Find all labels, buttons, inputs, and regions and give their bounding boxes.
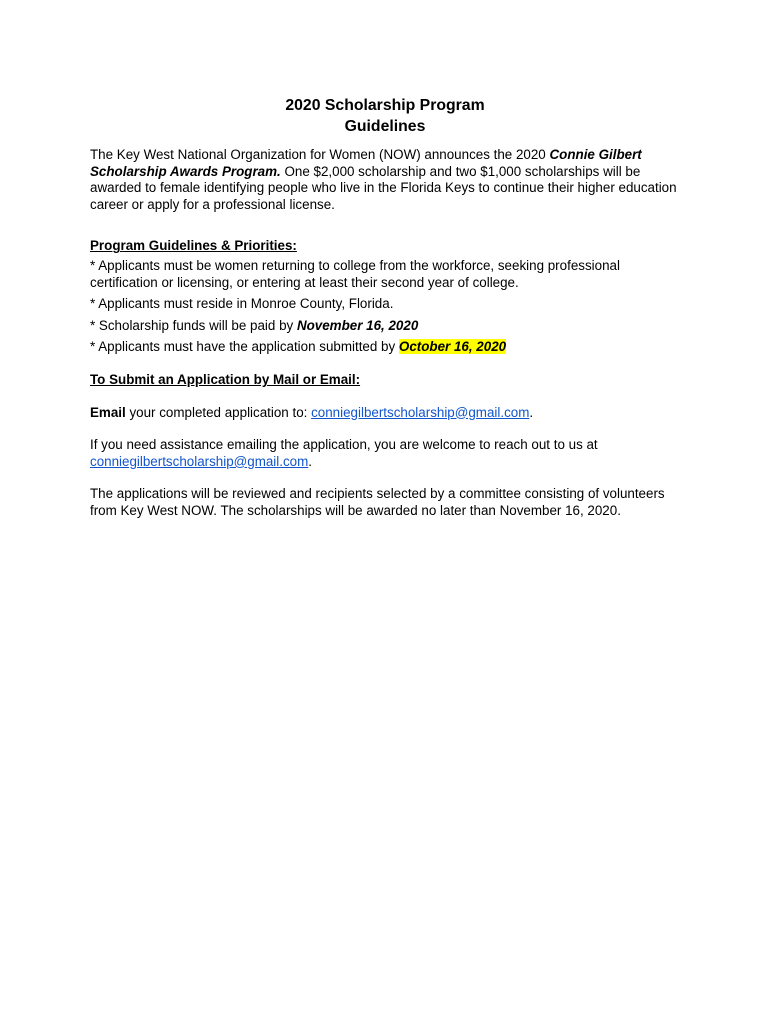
intro-paragraph <box>90 147 680 213</box>
guidelines-heading: Program Guidelines & Priorities: <box>90 238 297 254</box>
assistance-email-link[interactable]: conniegilbertscholarship@gmail.com <box>90 453 309 469</box>
guideline-bullet-residency: * Applicants must reside in Monroe County, Florida. <box>90 296 394 312</box>
title-line-1: 2020 Scholarship Program <box>285 97 485 114</box>
document-title <box>90 95 680 137</box>
email-link[interactable]: conniegilbertscholarship@gmail.com <box>311 404 530 420</box>
intro-text-end: One $2,000 scholarship and two $1,000 scholarships will be awarded to female identifying people who live in the Florida Keys to continue their higher education career or apply for a professional license. <box>90 163 677 212</box>
email-suffix: . <box>529 404 534 420</box>
guideline-bullet-funds <box>90 318 680 335</box>
email-instruction <box>90 405 680 422</box>
deadline-date: October 16, 2020 <box>398 339 507 355</box>
guideline-bullet-eligibility: * Applicants must be women returning to college from the workforce, seeking professional certification or licensing, or entering at least their second year of college. <box>90 257 620 290</box>
email-text: your completed application to: <box>125 404 312 420</box>
title-line-2: Guidelines <box>344 118 426 135</box>
funds-text: * Scholarship funds will be paid by <box>90 317 297 333</box>
assistance-paragraph <box>90 437 680 470</box>
assistance-text: If you need assistance emailing the application, you are welcome to reach out to us at <box>90 437 598 453</box>
document-body <box>90 95 680 536</box>
program-name: Connie Gilbert Scholarship Awards Program. <box>90 147 642 179</box>
email-label: Email <box>90 404 126 420</box>
review-paragraph: The applications will be reviewed and recipients selected by a committee consisting of volunteers from Key West NOW. The scholarships will be awarded no later than November 16, 2020. <box>90 486 665 518</box>
intro-text-start: The Key West National Organization for Women (NOW) announces the 2020 <box>90 147 550 162</box>
funds-date: November 16, 2020 <box>296 317 419 333</box>
assistance-suffix: . <box>308 453 313 469</box>
deadline-text: * Applicants must have the application submitted by <box>90 339 399 355</box>
guideline-bullet-deadline <box>90 339 680 356</box>
submit-heading: To Submit an Application by Mail or Email: <box>90 371 361 387</box>
